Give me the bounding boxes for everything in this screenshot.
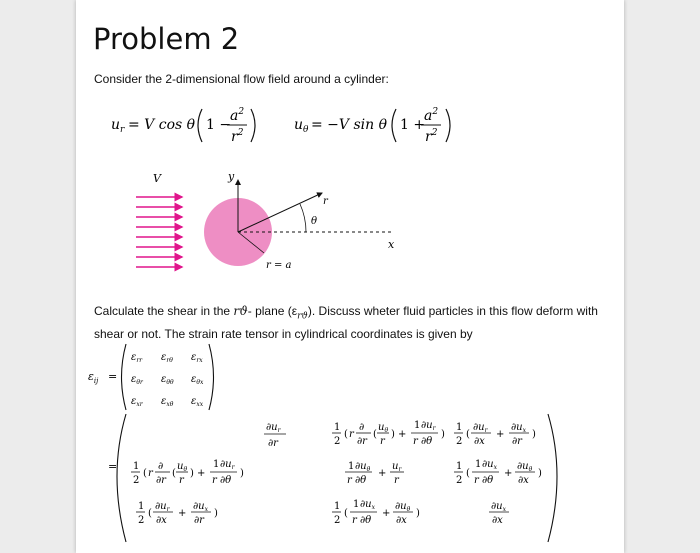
intro-text: Consider the 2-dimensional flow field around a cylinder:	[94, 72, 389, 86]
theta-arc	[300, 204, 306, 232]
svg-text:ur: $u_r$	[111, 117, 125, 135]
svg-text:= −V sin θ: = −V sin θ	[311, 117, 388, 133]
svg-text:=: =	[108, 370, 118, 383]
svg-text:r ∂θ: r ∂θ	[352, 515, 372, 526]
svg-text:∂ur: $\partial u_r$	[266, 422, 281, 434]
svg-text:1: 1	[133, 461, 140, 472]
svg-text:r ∂θ: r ∂θ	[474, 475, 494, 486]
svg-text:∂x: ∂x	[492, 515, 503, 526]
svg-text:1: 1	[138, 501, 145, 512]
svg-text:1: 1	[414, 420, 421, 431]
svg-text:∂x: ∂x	[518, 475, 529, 486]
svg-text:1: 1	[456, 422, 463, 433]
svg-text:2: 2	[334, 436, 341, 447]
svg-text:∂x: ∂x	[156, 515, 167, 526]
svg-text:r ∂θ: r ∂θ	[347, 475, 367, 486]
flow-arrows	[136, 197, 182, 267]
svg-text:+: +	[382, 508, 391, 519]
svg-text:∂ur: $\partial u_r$	[155, 501, 170, 513]
tensor-row-1	[264, 420, 536, 449]
svg-text:∂r: ∂r	[268, 438, 278, 449]
svg-text:ur: $u_r$	[392, 461, 402, 473]
svg-text:r: r	[179, 475, 184, 486]
svg-text:1 +: 1 +	[400, 117, 426, 133]
svg-text:1: 1	[334, 501, 341, 512]
svg-text:r: r	[148, 468, 153, 479]
svg-text:εxr: $\varepsilon_{xr}$	[131, 396, 143, 408]
svg-text:(: (	[466, 468, 470, 479]
svg-text:εθr: $\varepsilon_{\theta r}$	[131, 374, 143, 386]
svg-text:1 −: 1 −	[206, 117, 232, 133]
cylinder-figure	[126, 160, 416, 285]
svg-text:∂ux: $\partial u_x$	[193, 501, 209, 513]
svg-text:1: 1	[213, 459, 220, 470]
svg-text:+: +	[197, 468, 206, 479]
question-text: Calculate the shear in the rϑ- plane $(\varepsilon_{rϑ})$. Discuss wheter fluid particles in this flow deform with shear or not. The strain rate tensor in cylindrical coordinates is given by	[94, 304, 598, 342]
svg-text:εrx: $\varepsilon_{rx}$	[191, 352, 203, 364]
svg-text:): )	[416, 508, 420, 519]
svg-text:uθ: $u_\theta$	[294, 117, 309, 135]
svg-text:2: 2	[456, 475, 463, 486]
velocity-equations	[106, 95, 486, 155]
svg-text:): )	[391, 429, 395, 440]
svg-text:∂: ∂	[359, 422, 365, 433]
svg-text:∂r: ∂r	[194, 515, 204, 526]
svg-text:∂uθ: $\partial u_\theta$	[517, 461, 533, 473]
utheta-equation	[294, 107, 450, 145]
svg-text:): )	[532, 429, 536, 440]
svg-text:(: (	[466, 429, 470, 440]
svg-text:(: (	[373, 429, 377, 440]
svg-text:2: 2	[133, 475, 140, 486]
svg-text:∂r: ∂r	[156, 475, 166, 486]
svg-text:(: (	[172, 468, 176, 479]
svg-text:r2: $r^2$	[231, 128, 244, 145]
svg-text:∂: ∂	[158, 461, 164, 472]
problem-sheet	[76, 0, 624, 553]
svg-text:= V cos θ: = V cos θ	[128, 117, 196, 133]
svg-text:+: +	[378, 468, 387, 479]
svg-text:r: r	[394, 475, 399, 486]
svg-text:): )	[240, 468, 244, 479]
svg-text:r: r	[380, 436, 385, 447]
svg-text:uθ: $u_\theta$	[378, 422, 389, 434]
svg-text:εrr: $\varepsilon_{rr}$	[131, 352, 143, 364]
svg-text:∂ux: $\partial u_x$	[491, 501, 507, 513]
svg-text:r ∂θ: r ∂θ	[212, 475, 232, 486]
svg-text:+: +	[178, 508, 187, 519]
svg-text:εxx: $\varepsilon_{xx}$	[191, 396, 204, 408]
svg-text:2: 2	[456, 436, 463, 447]
svg-text:∂uθ: $\partial u_\theta$	[355, 461, 371, 473]
svg-text:uθ: $u_\theta$	[177, 461, 188, 473]
svg-text:∂r: ∂r	[512, 436, 522, 447]
svg-text:1: 1	[475, 459, 482, 470]
svg-text:εθx: $\varepsilon_{\theta x}$	[191, 374, 204, 386]
tensor-definition	[88, 344, 214, 410]
svg-text:r2: $r^2$	[425, 128, 438, 145]
ur-equation	[111, 107, 255, 145]
svg-text:a2: $a^2$	[424, 107, 439, 124]
tensor-row-3	[136, 499, 509, 526]
svg-text:r: r	[349, 429, 354, 440]
velocity-label: V	[153, 172, 161, 185]
radius-label: r = a	[266, 260, 292, 271]
svg-text:εxθ: $\varepsilon_{x\theta}$	[161, 396, 174, 408]
svg-text:+: +	[398, 429, 407, 440]
svg-text:r ∂θ: r ∂θ	[413, 436, 433, 447]
svg-text:(: (	[143, 468, 147, 479]
strain-rate-tensor	[86, 338, 606, 548]
svg-text:+: +	[496, 429, 505, 440]
svg-text:1: 1	[353, 499, 360, 510]
svg-text:εij: $\varepsilon_{ij}$	[88, 370, 99, 385]
svg-text:(: (	[148, 508, 152, 519]
r-label: r	[323, 196, 328, 207]
svg-text:=: =	[108, 460, 118, 473]
svg-text:1: 1	[456, 461, 463, 472]
svg-text:∂ux: $\partial u_x$	[360, 499, 376, 511]
svg-text:): )	[214, 508, 218, 519]
svg-text:(: (	[344, 429, 348, 440]
svg-text:2: 2	[334, 515, 341, 526]
tensor-matrix	[108, 414, 557, 542]
svg-text:εrθ: $\varepsilon_{r\theta}$	[161, 352, 173, 364]
svg-text:∂x: ∂x	[396, 515, 407, 526]
svg-text:): )	[538, 468, 542, 479]
svg-text:∂r: ∂r	[357, 436, 367, 447]
svg-text:): )	[190, 468, 194, 479]
svg-text:∂ur: $\partial u_r$	[220, 459, 235, 471]
svg-text:∂uθ: $\partial u_\theta$	[395, 501, 411, 513]
svg-text:1: 1	[334, 422, 341, 433]
tensor-row-2	[131, 459, 542, 486]
svg-text:a2: $a^2$	[230, 107, 245, 124]
y-axis-label: y	[228, 170, 235, 183]
theta-label: θ	[311, 216, 318, 227]
svg-text:∂ux: $\partial u_x$	[482, 459, 498, 471]
svg-text:∂ur: $\partial u_r$	[473, 422, 488, 434]
svg-text:1: 1	[348, 461, 355, 472]
svg-text:): )	[441, 429, 445, 440]
svg-text:(: (	[344, 508, 348, 519]
svg-text:εθθ: $\varepsilon_{\theta\theta}$	[161, 374, 174, 386]
svg-text:2: 2	[138, 515, 145, 526]
svg-text:∂x: ∂x	[474, 436, 485, 447]
svg-text:+: +	[504, 468, 513, 479]
svg-text:∂ur: $\partial u_r$	[421, 420, 436, 432]
svg-text:∂ux: $\partial u_x$	[511, 422, 527, 434]
x-axis-label: x	[388, 238, 395, 251]
page-title: Problem 2	[93, 22, 240, 56]
